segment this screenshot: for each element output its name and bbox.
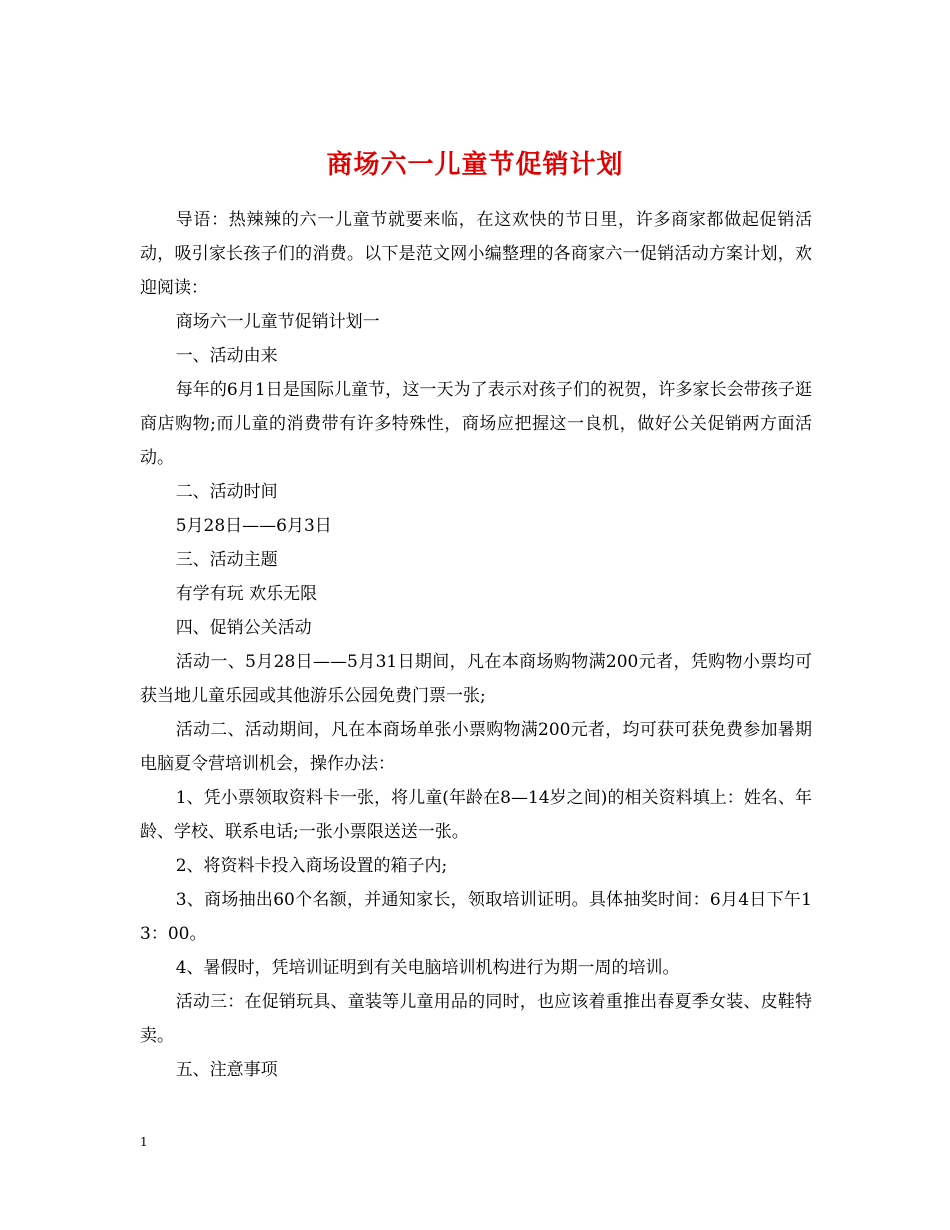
paragraph-activity-1: 活动一、5月28日——5月31日期间，凡在本商场购物满200元者，凭购物小票均可获当地儿童乐园或其他游乐公园免费门票一张; — [140, 652, 812, 706]
document-title: 商场六一儿童节促销计划 — [326, 150, 624, 181]
section-heading-promotion: 四、促销公关活动 — [175, 618, 312, 638]
paragraph-intro: 导语：热辣辣的六一儿童节就要来临，在这欢快的节日里，许多商家都做起促销活动，吸引家长孩子们的消费。以下是范文网小编整理的各商家六一促销活动方案计划，欢迎阅读： — [140, 210, 812, 298]
section-heading-origin: 一、活动由来 — [175, 346, 278, 366]
section-heading-time: 二、活动时间 — [175, 482, 278, 502]
paragraph-origin: 每年的6月1日是国际儿童节，这一天为了表示对孩子们的祝贺，许多家长会带孩子逛商店购物;而儿童的消费带有许多特殊性，商场应把握这一良机，做好公关促销两方面活动。 — [140, 380, 812, 468]
paragraph-activity-2: 活动二、活动期间，凡在本商场单张小票购物满200元者，均可获可获免费参加暑期电脑夏令营培训机会，操作办法： — [140, 720, 812, 774]
paragraph-theme: 有学有玩 欢乐无限 — [175, 584, 318, 604]
paragraph-step-3: 3、商场抽出60个名额，并通知家长，领取培训证明。具体抽奖时间：6月4日下午13：00。 — [140, 890, 812, 944]
section-heading-theme: 三、活动主题 — [175, 550, 278, 570]
paragraph-time: 5月28日——6月3日 — [175, 516, 332, 536]
paragraph-step-2: 2、将资料卡投入商场设置的箱子内; — [175, 856, 448, 876]
paragraph-activity-3: 活动三：在促销玩具、童装等儿童用品的同时，也应该着重推出春夏季女装、皮鞋特卖。 — [140, 992, 812, 1046]
paragraph-step-1: 1、凭小票领取资料卡一张，将儿童(年龄在8—14岁之间)的相关资料填上：姓名、年龄、学校、联系电话;一张小票限送送一张。 — [140, 788, 812, 842]
page-number: 1 — [140, 1135, 148, 1149]
document-body — [140, 203, 812, 1087]
section-heading-notes: 五、注意事项 — [175, 1060, 278, 1080]
paragraph-plan-heading: 商场六一儿童节促销计划一 — [175, 312, 380, 332]
paragraph-step-4: 4、暑假时，凭培训证明到有关电脑培训机构进行为期一周的培训。 — [175, 958, 680, 978]
